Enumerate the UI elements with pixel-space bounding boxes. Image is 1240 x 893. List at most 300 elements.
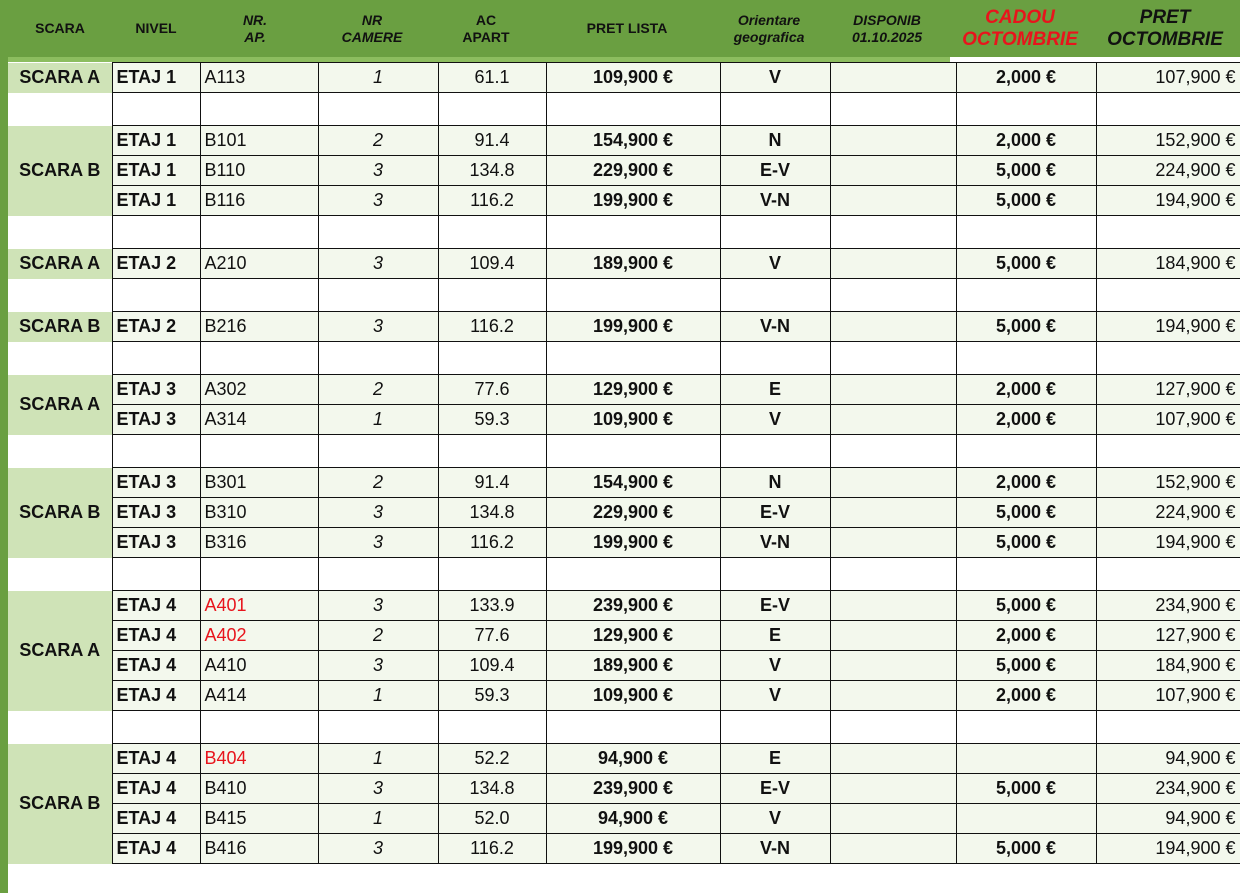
spacer-cell (318, 558, 438, 591)
spacer-cell (1096, 342, 1240, 375)
availability-cell (830, 498, 956, 528)
october-price-cell: 194,900 € (1096, 312, 1240, 342)
area-cell: 116.2 (438, 312, 546, 342)
availability-cell (830, 804, 956, 834)
spacer-cell (546, 342, 720, 375)
spacer-cell (830, 342, 956, 375)
apartments-table-body (8, 63, 1240, 864)
apartment-number-cell: B301 (200, 468, 318, 498)
spacer-cell (956, 279, 1096, 312)
apartment-number-cell: A113 (200, 63, 318, 93)
spacer-cell (318, 93, 438, 126)
october-price-cell: 194,900 € (1096, 834, 1240, 864)
orientation-cell: V (720, 681, 830, 711)
table-row (8, 186, 1240, 216)
rooms-cell: 2 (318, 621, 438, 651)
area-cell: 134.8 (438, 498, 546, 528)
gift-cell (956, 744, 1096, 774)
spacer-scara-cell (8, 93, 112, 126)
rooms-cell: 2 (318, 375, 438, 405)
nivel-cell: ETAJ 2 (112, 312, 200, 342)
apartment-number-cell: B310 (200, 498, 318, 528)
spacer-cell (200, 93, 318, 126)
list-price-cell: 94,900 € (546, 744, 720, 774)
orientation-cell: E (720, 375, 830, 405)
nivel-cell: ETAJ 2 (112, 249, 200, 279)
spacer-cell (438, 435, 546, 468)
nivel-cell: ETAJ 1 (112, 126, 200, 156)
orientation-cell: N (720, 126, 830, 156)
list-price-cell: 94,900 € (546, 804, 720, 834)
area-cell: 59.3 (438, 681, 546, 711)
availability-cell (830, 63, 956, 93)
area-cell: 116.2 (438, 186, 546, 216)
list-price-cell: 109,900 € (546, 681, 720, 711)
list-price-cell: 199,900 € (546, 528, 720, 558)
spacer-cell (720, 342, 830, 375)
header-orientare (714, 0, 824, 57)
apartments-table (8, 62, 1240, 864)
table-row (8, 63, 1240, 93)
header-nivel-label: NIVEL (135, 20, 177, 36)
gift-cell: 5,000 € (956, 774, 1096, 804)
table-row (8, 774, 1240, 804)
table-row (8, 744, 1240, 774)
spacer-cell (720, 558, 830, 591)
october-price-cell: 184,900 € (1096, 651, 1240, 681)
gift-cell: 5,000 € (956, 528, 1096, 558)
table-row (8, 126, 1240, 156)
apartment-number-cell: A314 (200, 405, 318, 435)
rooms-cell: 1 (318, 63, 438, 93)
header-nr-camere-line2: CAMERE (341, 28, 403, 45)
header-orientare-line2: geografica (733, 28, 805, 45)
table-row (8, 804, 1240, 834)
header-disponib-line2: 01.10.2025 (851, 28, 923, 45)
spacer-cell (112, 711, 200, 744)
spacer-scara-cell (8, 342, 112, 375)
spacer-cell (956, 93, 1096, 126)
area-cell: 109.4 (438, 651, 546, 681)
spacer-cell (318, 435, 438, 468)
gift-cell: 5,000 € (956, 591, 1096, 621)
rooms-cell: 3 (318, 312, 438, 342)
availability-cell (830, 621, 956, 651)
spacer-cell (112, 558, 200, 591)
spacer-scara-cell (8, 711, 112, 744)
orientation-cell: V-N (720, 312, 830, 342)
area-cell: 61.1 (438, 63, 546, 93)
spacer-cell (956, 342, 1096, 375)
apartment-number-cell: A414 (200, 681, 318, 711)
apartment-number-cell: B101 (200, 126, 318, 156)
spacer-cell (112, 216, 200, 249)
table-row (8, 834, 1240, 864)
spacer-cell (1096, 711, 1240, 744)
october-price-cell: 184,900 € (1096, 249, 1240, 279)
orientation-cell: N (720, 468, 830, 498)
spacer-scara-cell (8, 558, 112, 591)
spacer-cell (200, 435, 318, 468)
orientation-cell: E (720, 744, 830, 774)
gift-cell: 5,000 € (956, 186, 1096, 216)
header-cadou-line2: OCTOMBRIE (962, 28, 1078, 50)
availability-cell (830, 375, 956, 405)
october-price-cell: 127,900 € (1096, 621, 1240, 651)
spacer-cell (1096, 93, 1240, 126)
scara-cell: SCARA B (8, 744, 112, 864)
availability-cell (830, 591, 956, 621)
header-pret-lista-label: PRET LISTA (586, 20, 668, 36)
list-price-cell: 199,900 € (546, 186, 720, 216)
spacer-cell (546, 558, 720, 591)
scara-cell: SCARA A (8, 375, 112, 435)
rooms-cell: 1 (318, 681, 438, 711)
gift-cell: 2,000 € (956, 63, 1096, 93)
rooms-cell: 3 (318, 528, 438, 558)
availability-cell (830, 468, 956, 498)
spacer-cell (956, 711, 1096, 744)
rooms-cell: 3 (318, 498, 438, 528)
spacer-row (8, 216, 1240, 249)
orientation-cell: V-N (720, 834, 830, 864)
spacer-cell (112, 93, 200, 126)
scara-cell: SCARA B (8, 126, 112, 216)
rooms-cell: 3 (318, 186, 438, 216)
rooms-cell: 2 (318, 126, 438, 156)
orientation-cell: V (720, 804, 830, 834)
area-cell: 134.8 (438, 774, 546, 804)
area-cell: 52.2 (438, 744, 546, 774)
nivel-cell: ETAJ 4 (112, 651, 200, 681)
orientation-cell: V (720, 249, 830, 279)
orientation-cell: V (720, 63, 830, 93)
orientation-cell: E-V (720, 156, 830, 186)
gift-cell: 5,000 € (956, 249, 1096, 279)
rooms-cell: 1 (318, 405, 438, 435)
nivel-cell: ETAJ 4 (112, 591, 200, 621)
spacer-scara-cell (8, 279, 112, 312)
gift-cell: 5,000 € (956, 834, 1096, 864)
apartment-number-cell: B415 (200, 804, 318, 834)
spacer-cell (720, 93, 830, 126)
spacer-cell (546, 216, 720, 249)
spacer-cell (1096, 279, 1240, 312)
nivel-cell: ETAJ 1 (112, 63, 200, 93)
spacer-cell (546, 93, 720, 126)
list-price-cell: 199,900 € (546, 312, 720, 342)
october-price-cell: 94,900 € (1096, 744, 1240, 774)
spacer-cell (1096, 558, 1240, 591)
nivel-cell: ETAJ 1 (112, 156, 200, 186)
rooms-cell: 2 (318, 468, 438, 498)
header-nr-ap-line1: NR. (242, 11, 268, 28)
header-pret-octombrie (1090, 0, 1240, 57)
area-cell: 91.4 (438, 126, 546, 156)
spacer-scara-cell (8, 435, 112, 468)
rooms-cell: 3 (318, 249, 438, 279)
list-price-cell: 229,900 € (546, 498, 720, 528)
list-price-cell: 154,900 € (546, 468, 720, 498)
left-accent-bar (0, 0, 8, 893)
spacer-cell (438, 342, 546, 375)
header-ac-apart-line1: AC (475, 11, 497, 28)
nivel-cell: ETAJ 1 (112, 186, 200, 216)
gift-cell: 2,000 € (956, 468, 1096, 498)
spacer-cell (956, 435, 1096, 468)
spacer-cell (720, 435, 830, 468)
table-row (8, 681, 1240, 711)
spacer-cell (318, 279, 438, 312)
orientation-cell: V (720, 651, 830, 681)
area-cell: 134.8 (438, 156, 546, 186)
header-cadou-line1: CADOU (985, 6, 1055, 28)
spacer-row (8, 93, 1240, 126)
availability-cell (830, 312, 956, 342)
spacer-cell (546, 711, 720, 744)
header-ac-apart (432, 0, 540, 57)
table-row (8, 156, 1240, 186)
spacer-cell (200, 711, 318, 744)
spacer-cell (720, 279, 830, 312)
area-cell: 77.6 (438, 621, 546, 651)
spacer-cell (200, 342, 318, 375)
spacer-cell (720, 711, 830, 744)
list-price-cell: 239,900 € (546, 774, 720, 804)
area-cell: 133.9 (438, 591, 546, 621)
nivel-cell: ETAJ 3 (112, 405, 200, 435)
spacer-cell (318, 711, 438, 744)
apartment-number-cell: A210 (200, 249, 318, 279)
table-row (8, 249, 1240, 279)
spacer-cell (830, 558, 956, 591)
scara-cell: SCARA A (8, 249, 112, 279)
spacer-cell (830, 435, 956, 468)
spacer-cell (546, 279, 720, 312)
spacer-cell (830, 216, 956, 249)
table-row (8, 528, 1240, 558)
spacer-cell (112, 279, 200, 312)
rooms-cell: 1 (318, 804, 438, 834)
header-nr-ap-line2: AP. (244, 28, 266, 45)
spacer-cell (318, 342, 438, 375)
spacer-cell (438, 216, 546, 249)
availability-cell (830, 744, 956, 774)
october-price-cell: 107,900 € (1096, 63, 1240, 93)
availability-cell (830, 651, 956, 681)
spacer-cell (438, 558, 546, 591)
gift-cell: 5,000 € (956, 498, 1096, 528)
rooms-cell: 3 (318, 156, 438, 186)
october-price-cell: 224,900 € (1096, 498, 1240, 528)
availability-cell (830, 249, 956, 279)
october-price-cell: 107,900 € (1096, 405, 1240, 435)
area-cell: 116.2 (438, 528, 546, 558)
rooms-cell: 3 (318, 834, 438, 864)
apartment-number-cell: A401 (200, 591, 318, 621)
apartment-number-cell: B116 (200, 186, 318, 216)
apartment-number-cell: B410 (200, 774, 318, 804)
apartment-number-cell: A410 (200, 651, 318, 681)
gift-cell: 5,000 € (956, 312, 1096, 342)
apartment-number-cell: A402 (200, 621, 318, 651)
list-price-cell: 239,900 € (546, 591, 720, 621)
nivel-cell: ETAJ 4 (112, 834, 200, 864)
gift-cell: 2,000 € (956, 405, 1096, 435)
table-row (8, 498, 1240, 528)
table-row (8, 312, 1240, 342)
october-price-cell: 152,900 € (1096, 126, 1240, 156)
table-row (8, 375, 1240, 405)
table-row (8, 621, 1240, 651)
spacer-row (8, 711, 1240, 744)
october-price-cell: 194,900 € (1096, 528, 1240, 558)
availability-cell (830, 156, 956, 186)
rooms-cell: 1 (318, 744, 438, 774)
spacer-row (8, 558, 1240, 591)
header-nr-ap (200, 0, 310, 57)
apartment-number-cell: B316 (200, 528, 318, 558)
gift-cell: 2,000 € (956, 681, 1096, 711)
spacer-cell (830, 711, 956, 744)
spacer-cell (830, 279, 956, 312)
header-orientare-line1: Orientare (737, 11, 801, 28)
rooms-cell: 3 (318, 774, 438, 804)
area-cell: 77.6 (438, 375, 546, 405)
gift-cell (956, 804, 1096, 834)
spacer-row (8, 435, 1240, 468)
list-price-cell: 109,900 € (546, 63, 720, 93)
scara-cell: SCARA B (8, 312, 112, 342)
orientation-cell: E-V (720, 774, 830, 804)
orientation-cell: E-V (720, 591, 830, 621)
area-cell: 109.4 (438, 249, 546, 279)
list-price-cell: 229,900 € (546, 156, 720, 186)
availability-cell (830, 774, 956, 804)
table-row (8, 405, 1240, 435)
header-disponib-line1: DISPONIB (853, 11, 921, 28)
header-cadou (950, 0, 1090, 57)
availability-cell (830, 405, 956, 435)
header-pret-oct-line2: OCTOMBRIE (1107, 28, 1223, 50)
list-price-cell: 109,900 € (546, 405, 720, 435)
availability-cell (830, 186, 956, 216)
table-row (8, 651, 1240, 681)
list-price-cell: 154,900 € (546, 126, 720, 156)
nivel-cell: ETAJ 4 (112, 804, 200, 834)
table-row (8, 468, 1240, 498)
gift-cell: 2,000 € (956, 375, 1096, 405)
list-price-cell: 199,900 € (546, 834, 720, 864)
header-pret-oct-line1: PRET (1139, 6, 1191, 28)
area-cell: 116.2 (438, 834, 546, 864)
spacer-cell (200, 279, 318, 312)
gift-cell: 2,000 € (956, 126, 1096, 156)
gift-cell: 2,000 € (956, 621, 1096, 651)
scara-cell: SCARA A (8, 63, 112, 93)
spacer-cell (200, 558, 318, 591)
header-scara (8, 0, 112, 57)
availability-cell (830, 681, 956, 711)
spacer-cell (200, 216, 318, 249)
list-price-cell: 189,900 € (546, 651, 720, 681)
spacer-cell (438, 93, 546, 126)
list-price-cell: 129,900 € (546, 375, 720, 405)
apartment-number-cell: A302 (200, 375, 318, 405)
availability-cell (830, 834, 956, 864)
nivel-cell: ETAJ 3 (112, 468, 200, 498)
apartment-number-cell: B416 (200, 834, 318, 864)
october-price-cell: 194,900 € (1096, 186, 1240, 216)
scara-cell: SCARA B (8, 468, 112, 558)
spacer-scara-cell (8, 216, 112, 249)
nivel-cell: ETAJ 3 (112, 528, 200, 558)
orientation-cell: E-V (720, 498, 830, 528)
availability-cell (830, 126, 956, 156)
gift-cell: 5,000 € (956, 651, 1096, 681)
spacer-cell (956, 216, 1096, 249)
availability-cell (830, 528, 956, 558)
spacer-cell (956, 558, 1096, 591)
list-price-cell: 129,900 € (546, 621, 720, 651)
orientation-cell: E (720, 621, 830, 651)
header-ac-apart-line2: APART (462, 28, 510, 45)
rooms-cell: 3 (318, 651, 438, 681)
apartment-number-cell: B404 (200, 744, 318, 774)
apartment-number-cell: B216 (200, 312, 318, 342)
rooms-cell: 3 (318, 591, 438, 621)
header-disponib (824, 0, 950, 57)
header-pret-lista (540, 0, 714, 57)
area-cell: 52.0 (438, 804, 546, 834)
scara-cell: SCARA A (8, 591, 112, 711)
spacer-row (8, 342, 1240, 375)
header-scara-label: SCARA (35, 20, 85, 36)
area-cell: 59.3 (438, 405, 546, 435)
apartment-number-cell: B110 (200, 156, 318, 186)
nivel-cell: ETAJ 4 (112, 774, 200, 804)
spacer-cell (318, 216, 438, 249)
october-price-cell: 234,900 € (1096, 774, 1240, 804)
header-nr-camere (312, 0, 432, 57)
orientation-cell: V-N (720, 528, 830, 558)
header-nivel (112, 0, 200, 57)
gift-cell: 5,000 € (956, 156, 1096, 186)
nivel-cell: ETAJ 3 (112, 498, 200, 528)
spacer-cell (1096, 435, 1240, 468)
spacer-cell (112, 342, 200, 375)
area-cell: 91.4 (438, 468, 546, 498)
header-nr-camere-line1: NR (361, 11, 383, 28)
october-price-cell: 107,900 € (1096, 681, 1240, 711)
october-price-cell: 224,900 € (1096, 156, 1240, 186)
orientation-cell: V-N (720, 186, 830, 216)
spacer-cell (720, 216, 830, 249)
spacer-cell (438, 279, 546, 312)
nivel-cell: ETAJ 3 (112, 375, 200, 405)
spacer-cell (438, 711, 546, 744)
october-price-cell: 152,900 € (1096, 468, 1240, 498)
nivel-cell: ETAJ 4 (112, 744, 200, 774)
table-row (8, 591, 1240, 621)
orientation-cell: V (720, 405, 830, 435)
spacer-cell (112, 435, 200, 468)
list-price-cell: 189,900 € (546, 249, 720, 279)
october-price-cell: 94,900 € (1096, 804, 1240, 834)
spacer-row (8, 279, 1240, 312)
october-price-cell: 234,900 € (1096, 591, 1240, 621)
nivel-cell: ETAJ 4 (112, 681, 200, 711)
